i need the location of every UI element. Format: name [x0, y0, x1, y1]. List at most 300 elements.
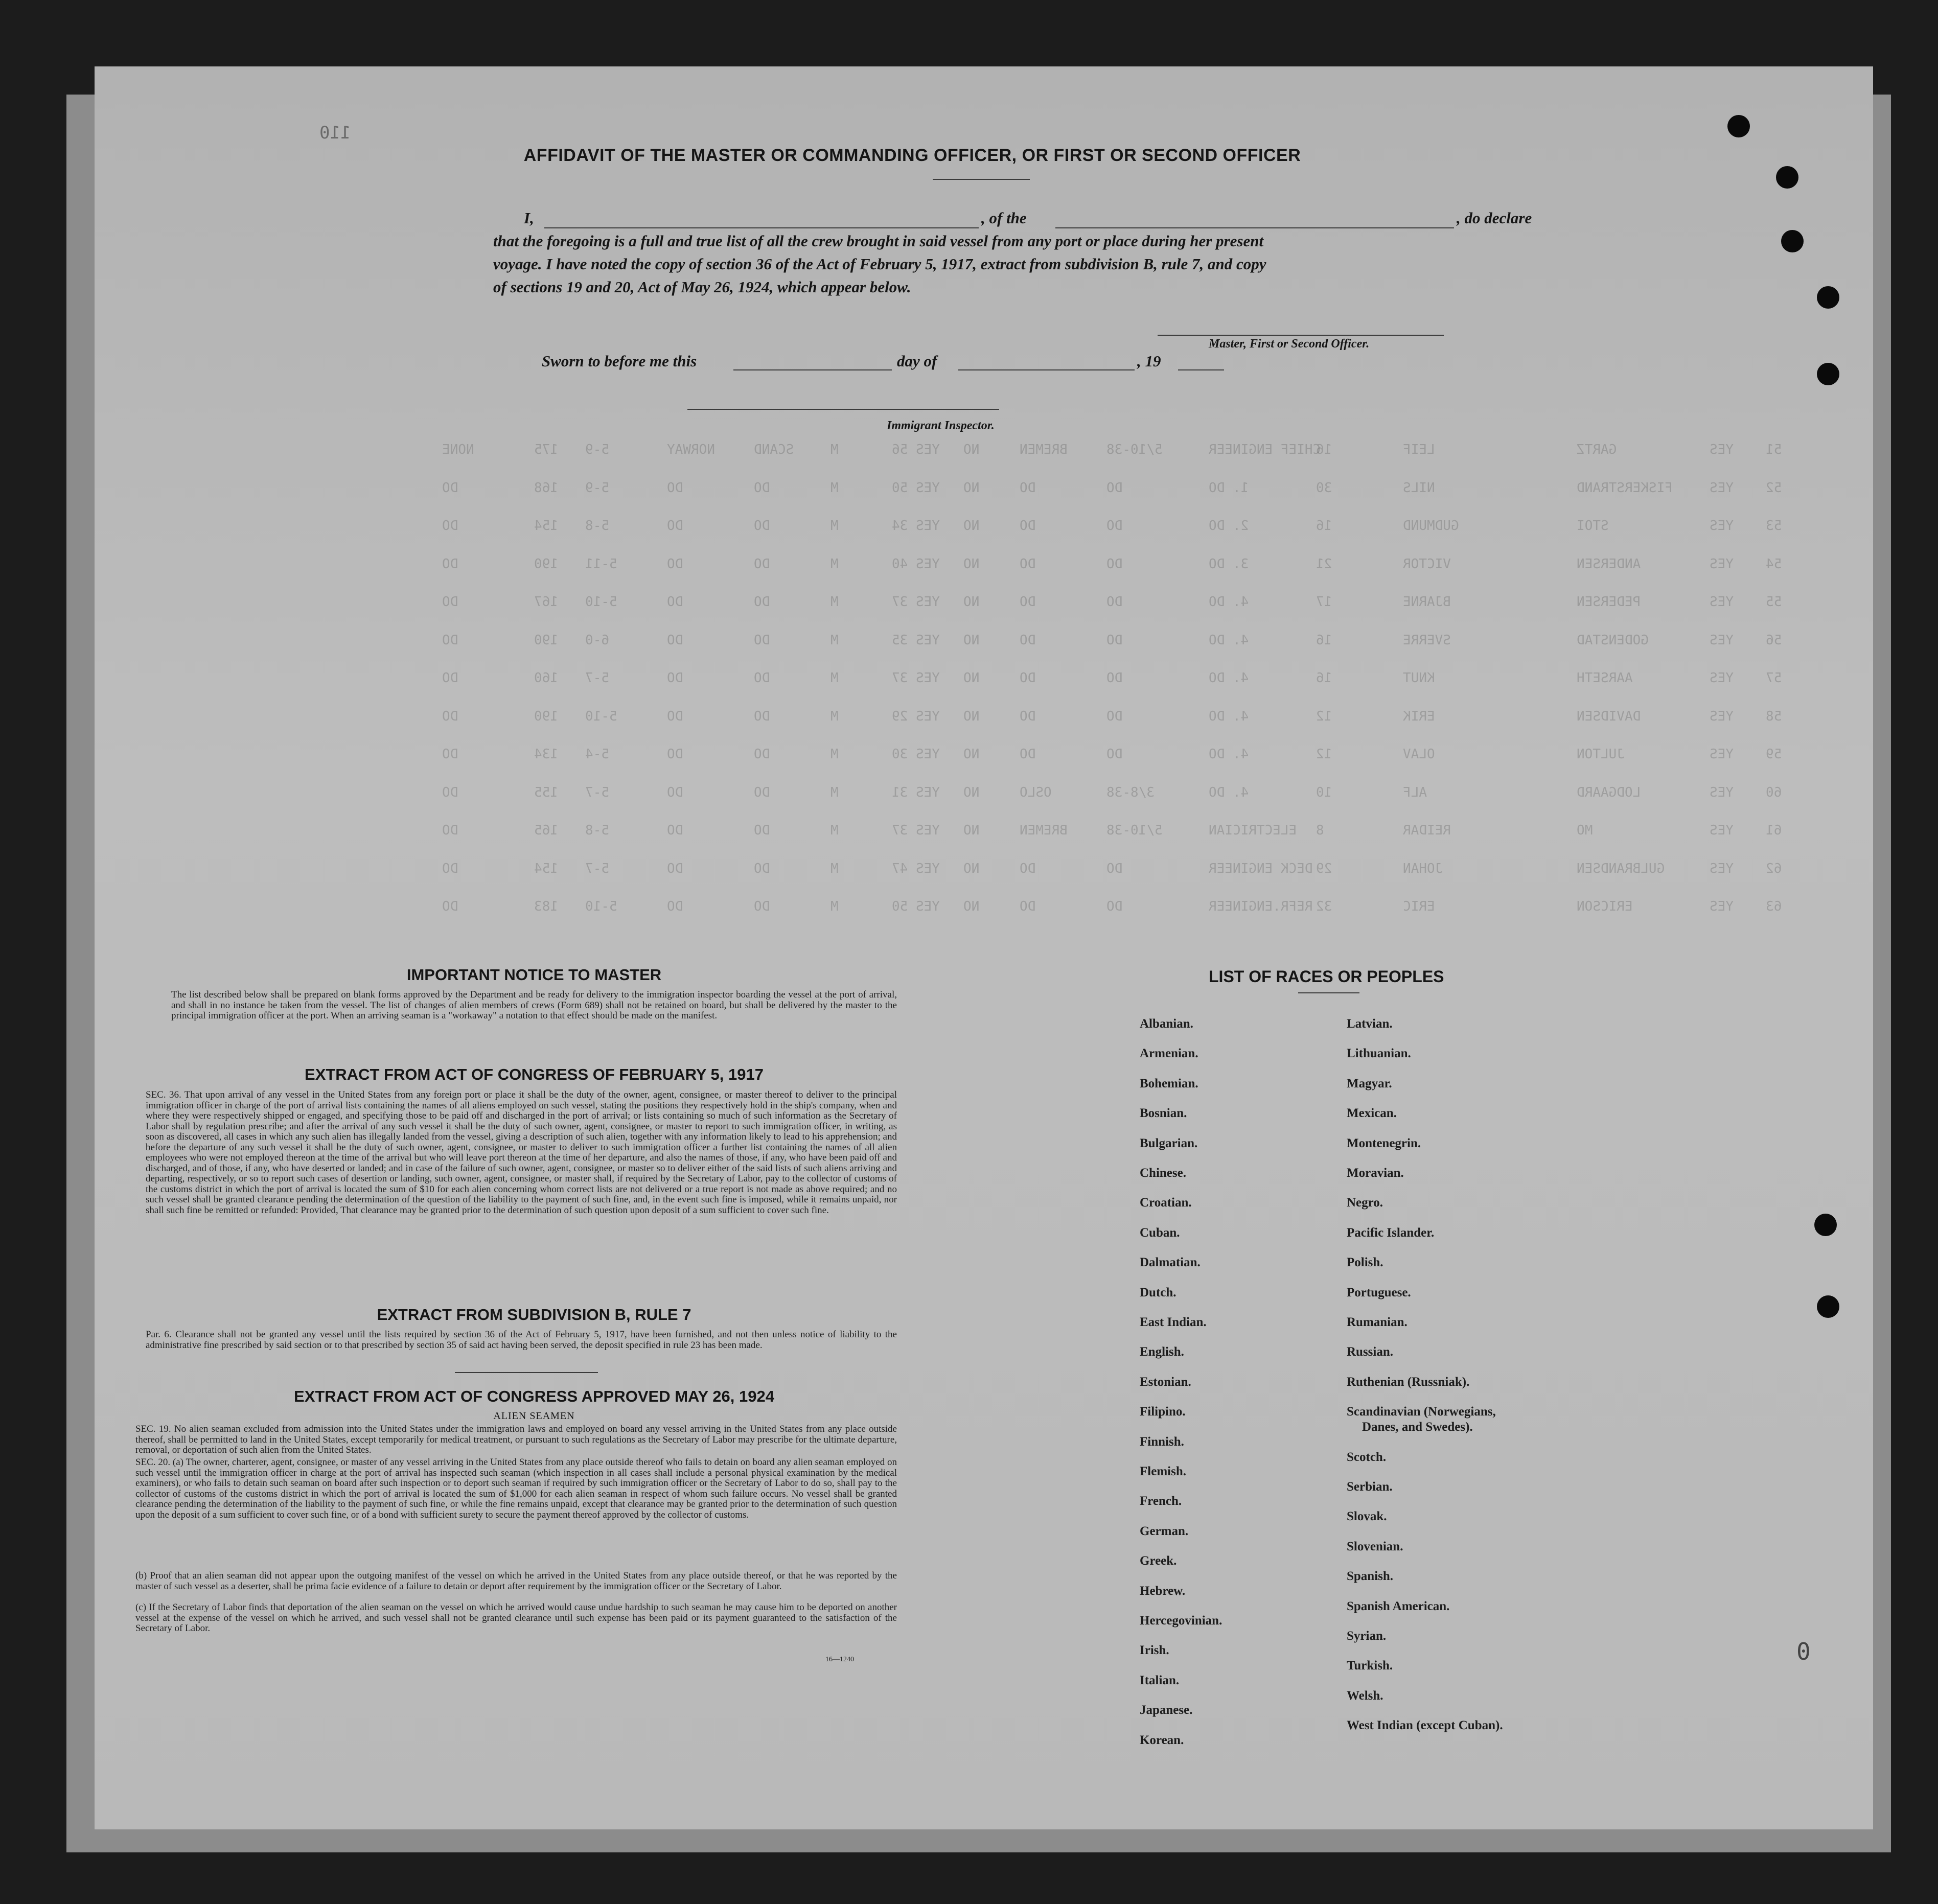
ghost-cell: 167: [534, 594, 558, 610]
ghost-cell: YES 56: [892, 442, 940, 457]
ghost-cell: YES: [1710, 899, 1734, 914]
ghost-cell: YES 37: [892, 823, 940, 838]
ghost-cell: LEIF: [1403, 442, 1435, 457]
race-entry: Dalmatian.: [1140, 1256, 1201, 1270]
ghost-cell: DO: [442, 594, 458, 610]
race-entry: Japanese.: [1140, 1703, 1193, 1717]
ghost-cell: 4. DO: [1209, 632, 1249, 648]
race-entry: Turkish.: [1347, 1659, 1393, 1673]
ghost-cell: REIDAR: [1403, 823, 1451, 838]
race-entry: Cuban.: [1140, 1225, 1180, 1240]
act-1917-body: SEC. 36. That upon arrival of any vessel in the United States from any foreign port or place it shall be the duty of the owner, agent, consignee, or master thereof to deliver to the principal immigration officer in charge of the port of arrival lists containing the names of all aliens employed on such vessel, stating the positions they respectively hold in the ship's company, when and where they were respectively shipped or engaged, and specifying those to be paid off and discharged in the port of arrival; or lists containing so much of such information as the Secretary of Labor shall by regulation prescribe; and after the arrival of any such vessel it shall be the duty of such owner, agent, consignee, or master to report to such immigration officer, in writing, as soon as discovered, all cases in which any such alien has illegally landed from the vessel, giving a description of such alien, together with any information likely to lead to his apprehension; and before the departure of any such vessel it shall be the duty of such owner, agent, consignee, or master to deliver to such immigration officer a further list containing the names of all alien employees who were not employed thereon at the time of the arrival but who will leave port thereon at the time of her departure, and also the names of those, if any, who have been paid off and discharged, and of those, if any, who have deserted or landed; and in case of the failure of such owner, agent, consignee, or master so to deliver either of the said lists of such aliens arriving and departing, respectively, or so to report such cases of desertion or landing, such owner, agent, consignee, or master shall, if required by the Secretary of Labor, pay to the collector of customs of the customs district in which the port of arrival is located the sum of $10 for each alien concerning whom correct lists are not delivered or a true report is not made as above required; and no such vessel shall be granted clearance pending the determination of the question of the liability to the payment of such fine, and, in the event such fine is imposed, while it remains unpaid, nor shall such fine be remitted or refunded: Provided, That clearance may be granted prior to the determination of such question upon deposit of a sum sufficient to cover such fine.: [146, 1089, 897, 1216]
race-entry: Pacific Islander.: [1347, 1225, 1435, 1240]
affidavit-line1-start: I,: [524, 209, 534, 227]
ghost-cell: 54: [1766, 556, 1782, 572]
ghost-cell: 4. DO: [1209, 670, 1249, 686]
ghost-cell: DO: [1020, 708, 1036, 724]
ghost-cell: DO: [1106, 670, 1123, 686]
punch-hole: [1814, 1214, 1837, 1236]
ghost-cell: YES 50: [892, 480, 940, 496]
ghost-cell: 5-7: [585, 861, 609, 876]
ghost-cell: DO: [754, 823, 770, 838]
race-entry: Albanian.: [1140, 1017, 1193, 1031]
ghost-cell: DAVIDSEN: [1577, 708, 1641, 724]
race-entry: Chinese.: [1140, 1166, 1186, 1180]
act-1924-sec20: SEC. 20. (a) The owner, charterer, agent, consignee, or master of any vessel arriving in the United States from any place outside thereof who fails to detain on board any alien seaman employed on such vessel until the immigration officer in charge at the port of arrival has inspected such seaman (which inspection in all cases shall include a personal physical examination by the medical examiners), or who fails to detain such seaman on board after such inspection or to deport such seaman if required by such immigration officer or the Secretary of Labor to do so, shall pay to the collector of customs of the customs district in which the port of arrival is located the sum of $1,000 for each alien seaman in respect of whom such failure occurs. No vessel shall be granted clearance pending the determination of the liability to the payment of such fine, or while the fine remains unpaid, except that clearance may be granted prior to the determination of such question upon the deposit of a sum sufficient to cover such fine, or of a bond with sufficient surety to secure the payment thereof approved by the collector of customs.: [135, 1457, 897, 1520]
ghost-cell: 16: [1316, 518, 1332, 533]
ghost-cell: NO: [963, 594, 980, 610]
ghost-cell: REFR.ENGINEER: [1209, 899, 1313, 914]
ghost-cell: DO: [667, 594, 683, 610]
ghost-cell: DO: [1106, 594, 1123, 610]
ghost-cell: DO: [667, 861, 683, 876]
race-entry: Spanish.: [1347, 1569, 1394, 1584]
ghost-cell: YES: [1710, 747, 1734, 762]
ghost-cell: DO: [754, 632, 770, 648]
punch-hole: [1781, 230, 1804, 252]
ghost-cell: M: [830, 747, 839, 762]
form-number: 16—1240: [825, 1656, 854, 1663]
ghost-cell: 6-0: [585, 632, 609, 648]
ghost-cell: DO: [1106, 632, 1123, 648]
ghost-cell: 59: [1766, 747, 1782, 762]
ghost-cell: 57: [1766, 670, 1782, 686]
ghost-cell: 3/8-38: [1106, 784, 1155, 800]
rule7-body: Par. 6. Clearance shall not be granted any vessel until the lists required by section 36 of the Act of February 5, 1917, have been furnished, and not then unless notice of liability to the administrative fine prescribed by said section or to that prescribed by section 35 of said act having been served, the deposit specified in rule 23 has been made.: [146, 1329, 897, 1351]
ghost-cell: 154: [534, 518, 558, 533]
ghost-cell: YES: [1710, 670, 1734, 686]
ghost-cell: 16: [1316, 670, 1332, 686]
affidavit-line3: voyage. I have noted the copy of section 36 of the Act of February 5, 1917, extract from subdivision B, rule 7, and copy: [493, 255, 1266, 273]
ghost-cell: DO: [1106, 861, 1123, 876]
ghost-cell: DO: [667, 747, 683, 762]
ghost-cell: 52: [1766, 480, 1782, 496]
punch-hole: [1727, 115, 1750, 137]
ghost-cell: M: [830, 708, 839, 724]
ghost-cell: M: [830, 480, 839, 496]
ghost-cell: DO: [667, 899, 683, 914]
ghost-cell: DO: [1020, 632, 1036, 648]
ghost-cell: NO: [963, 518, 980, 533]
ghost-cell: GODENSTAD: [1577, 632, 1649, 648]
ghost-cell: NILS: [1403, 480, 1435, 496]
race-entry: German.: [1140, 1524, 1189, 1538]
race-entry: Scandinavian (Norwegians,: [1347, 1405, 1496, 1419]
ghost-cell: DO: [442, 823, 458, 838]
ghost-cell: DO: [754, 480, 770, 496]
affidavit-line1-end: , do declare: [1457, 209, 1532, 227]
ghost-cell: ALF: [1403, 784, 1427, 800]
ghost-cell: 5-10: [585, 708, 617, 724]
ghost-cell: DO: [1020, 670, 1036, 686]
race-entry: Portuguese.: [1347, 1285, 1411, 1299]
ghost-cell: YES: [1710, 861, 1734, 876]
ghost-cell: DO: [667, 670, 683, 686]
ghost-cell: OSLO: [1020, 784, 1052, 800]
title-rule: [933, 179, 1030, 180]
race-entry: Latvian.: [1347, 1017, 1393, 1031]
races-title: LIST OF RACES OR PEOPLES: [1209, 967, 1444, 986]
ghost-cell: M: [830, 632, 839, 648]
ghost-cell: VICTOR: [1403, 556, 1451, 572]
ghost-cell: M: [830, 518, 839, 533]
race-entry: Spanish American.: [1347, 1599, 1450, 1613]
ghost-cell: 55: [1766, 594, 1782, 610]
ghost-cell: YES: [1710, 518, 1734, 533]
ghost-cell: YES: [1710, 442, 1734, 457]
ghost-cell: 5-4: [585, 747, 609, 762]
ghost-cell: DO: [754, 861, 770, 876]
ghost-cell: NO: [963, 899, 980, 914]
ghost-cell: M: [830, 861, 839, 876]
race-entry: Italian.: [1140, 1673, 1180, 1687]
ghost-cell: 4. DO: [1209, 708, 1249, 724]
ghost-cell: M: [830, 823, 839, 838]
ghost-cell: 16: [1316, 442, 1332, 457]
ghost-cell: ELECTRICIAN: [1209, 823, 1297, 838]
ghost-cell: DO: [1020, 556, 1036, 572]
ghost-cell: LODGAARD: [1577, 784, 1641, 800]
ghost-cell: YES 30: [892, 747, 940, 762]
ghost-cell: DO: [442, 899, 458, 914]
act-1924-sec19: SEC. 19. No alien seaman excluded from admission into the United States under the immigration laws and employed on board any vessel arriving in the United States from any place outside thereof, shall be permitted to land in the United States, except temporarily for medical treatment, or pursuant to such regulations as the Secretary of Labor may prescribe for the ultimate departure, removal, or deportation of such alien from the United States.: [135, 1424, 897, 1455]
act-1924-subtitle: ALIEN SEAMEN: [493, 1410, 575, 1422]
races-rule: [1298, 992, 1359, 993]
rule7-title: EXTRACT FROM SUBDIVISION B, RULE 7: [377, 1306, 691, 1323]
ghost-cell: DO: [442, 670, 458, 686]
ghost-cell: OLAV: [1403, 747, 1435, 762]
ghost-cell: 21: [1316, 556, 1332, 572]
ghost-cell: DO: [442, 480, 458, 496]
ghost-cell: CHIEF ENGINEER: [1209, 442, 1321, 457]
ghost-cell: DO: [442, 518, 458, 533]
ghost-cell: M: [830, 899, 839, 914]
punch-hole: [1817, 363, 1839, 385]
master-caption: Master, First or Second Officer.: [1209, 337, 1370, 351]
race-entry: Mexican.: [1347, 1106, 1397, 1121]
race-entry: Scotch.: [1347, 1450, 1387, 1464]
page-number: 110: [319, 123, 351, 143]
ghost-cell: 16: [1316, 632, 1332, 648]
ghost-cell: YES: [1710, 784, 1734, 800]
race-entry: Dutch.: [1140, 1285, 1176, 1299]
ghost-cell: YES 34: [892, 518, 940, 533]
ghost-cell: 12: [1316, 747, 1332, 762]
punch-hole: [1776, 166, 1798, 189]
sworn-month-blank: [958, 369, 1135, 370]
ghost-cell: 3. DO: [1209, 556, 1249, 572]
race-entry: English.: [1140, 1345, 1184, 1359]
ghost-cell: 10: [1316, 784, 1332, 800]
act-1917-title: EXTRACT FROM ACT OF CONGRESS OF FEBRUARY 5, 1917: [305, 1065, 764, 1083]
ghost-cell: 155: [534, 784, 558, 800]
punch-hole: [1817, 1295, 1839, 1318]
punch-hole: [1817, 286, 1839, 309]
ghost-cell: DO: [1020, 594, 1036, 610]
race-entry: Filipino.: [1140, 1405, 1186, 1419]
ghost-cell: DO: [667, 708, 683, 724]
ghost-cell: 190: [534, 708, 558, 724]
ghost-cell: 5-8: [585, 518, 609, 533]
ghost-cell: 5-9: [585, 480, 609, 496]
race-entry: Bulgarian.: [1140, 1136, 1198, 1150]
ghost-cell: ERICSON: [1577, 899, 1633, 914]
ghost-cell: JOHAN: [1403, 861, 1443, 876]
ghost-cell: DO: [1106, 899, 1123, 914]
ghost-cell: MO: [1577, 823, 1593, 838]
race-entry: Welsh.: [1347, 1688, 1383, 1703]
ghost-cell: 165: [534, 823, 558, 838]
ghost-cell: DO: [754, 670, 770, 686]
race-entry: Danes, and Swedes).: [1362, 1420, 1473, 1434]
affidavit-title: AFFIDAVIT OF THE MASTER OR COMMANDING OFFICER, OR FIRST OR SECOND OFFICER: [523, 146, 1301, 165]
notice-title: IMPORTANT NOTICE TO MASTER: [406, 966, 662, 984]
ghost-cell: DO: [754, 784, 770, 800]
ghost-cell: M: [830, 784, 839, 800]
race-entry: Greek.: [1140, 1554, 1177, 1568]
ghost-cell: 29: [1316, 861, 1332, 876]
race-entry: Slovak.: [1347, 1510, 1387, 1524]
ghost-cell: M: [830, 670, 839, 686]
pencil-mark: 0: [1796, 1638, 1811, 1665]
affidavit-line2: that the foregoing is a full and true list of all the crew brought in said vessel from any port or place during her present: [493, 232, 1264, 250]
ghost-cell: DO: [754, 747, 770, 762]
ghost-cell: NO: [963, 480, 980, 496]
ghost-cell: YES: [1710, 594, 1734, 610]
ghost-cell: DO: [667, 823, 683, 838]
race-entry: Korean.: [1140, 1733, 1184, 1747]
sworn-end: , 19: [1137, 352, 1161, 370]
ghost-cell: YES: [1710, 480, 1734, 496]
race-entry: Bosnian.: [1140, 1106, 1187, 1121]
ghost-cell: M: [830, 594, 839, 610]
ghost-cell: 32: [1316, 899, 1332, 914]
race-entry: Slovenian.: [1347, 1539, 1403, 1553]
ghost-cell: BREMEN: [1020, 823, 1068, 838]
affidavit-line4: of sections 19 and 20, Act of May 26, 1924, which appear below.: [493, 278, 911, 296]
race-entry: East Indian.: [1140, 1315, 1207, 1329]
race-entry: Magyar.: [1347, 1076, 1392, 1090]
ghost-cell: DO: [1106, 708, 1123, 724]
ghost-cell: YES 40: [892, 556, 940, 572]
race-entry: Hebrew.: [1140, 1584, 1186, 1598]
ghost-cell: DO: [667, 480, 683, 496]
race-entry: Syrian.: [1347, 1629, 1387, 1643]
ghost-cell: NO: [963, 442, 980, 457]
race-entry: Polish.: [1347, 1256, 1383, 1270]
ghost-cell: 5-7: [585, 670, 609, 686]
ghost-cell: 1. DO: [1209, 480, 1249, 496]
ghost-cell: NO: [963, 784, 980, 800]
ghost-cell: YES 31: [892, 784, 940, 800]
ghost-cell: DO: [667, 632, 683, 648]
ghost-cell: 4. DO: [1209, 594, 1249, 610]
ghost-cell: BJARNE: [1403, 594, 1451, 610]
ghost-cell: FISKERSTRAND: [1577, 480, 1673, 496]
ghost-cell: 51: [1766, 442, 1782, 457]
ghost-cell: YES 35: [892, 632, 940, 648]
ghost-cell: 53: [1766, 518, 1782, 533]
ghost-cell: PEDERSEN: [1577, 594, 1641, 610]
ghost-cell: DO: [442, 632, 458, 648]
ghost-cell: NO: [963, 556, 980, 572]
ghost-cell: 8: [1316, 823, 1324, 838]
race-entry: Flemish.: [1140, 1465, 1186, 1478]
race-entry: Irish.: [1140, 1643, 1169, 1658]
ghost-cell: YES 37: [892, 670, 940, 686]
notice-body: The list described below shall be prepared on blank forms approved by the Department and be ready for delivery to the immigration inspector boarding the vessel at the port of arrival, and shall in no instance be taken from the vessel. The list of changes of alien members of crews (Form 689) shall not be retained on board, but shall be delivered by the master to the principal immigration officer at the port. When an arriving seaman is a "workaway" a notation to that effect should be made on the manifest.: [171, 989, 897, 1021]
ghost-cell: YES: [1710, 556, 1734, 572]
race-entry: Finnish.: [1140, 1434, 1184, 1449]
ghost-cell: 4. DO: [1209, 784, 1249, 800]
ghost-cell: DO: [1020, 899, 1036, 914]
ghost-cell: DO: [1020, 747, 1036, 762]
ghost-cell: 175: [534, 442, 558, 457]
master-name-blank: [544, 227, 979, 228]
act-1924-sec20c: (c) If the Secretary of Labor finds that deportation of the alien seaman on the vessel on which he arrived would cause undue hardship to such seaman he may cause him to be deported on another vessel at the expense of the vessel on which he arrived, and such vessel shall not be granted clearance until such expense has been paid or its payment guaranteed to the satisfaction of the Secretary of Labor.: [135, 1602, 897, 1634]
race-entry: West Indian (except Cuban).: [1347, 1719, 1503, 1733]
sworn-start: Sworn to before me this: [542, 352, 697, 370]
race-entry: French.: [1140, 1494, 1182, 1508]
ghost-cell: YES 29: [892, 708, 940, 724]
ghost-cell: YES 37: [892, 594, 940, 610]
ghost-cell: DO: [1106, 480, 1123, 496]
ghost-cell: 5-7: [585, 784, 609, 800]
ghost-cell: STOI: [1577, 518, 1609, 533]
section-rule: [455, 1372, 598, 1373]
race-entry: Serbian.: [1347, 1480, 1393, 1494]
ghost-cell: ANDERSEN: [1577, 556, 1641, 572]
ghost-cell: NORWAY: [667, 442, 715, 457]
ghost-cell: GARTZ: [1577, 442, 1617, 457]
ghost-cell: DO: [1106, 556, 1123, 572]
ghost-cell: DO: [1106, 518, 1123, 533]
ghost-cell: 5-9: [585, 442, 609, 457]
ghost-cell: DO: [667, 556, 683, 572]
ghost-cell: 5-8: [585, 823, 609, 838]
ghost-cell: NO: [963, 632, 980, 648]
ghost-cell: 134: [534, 747, 558, 762]
inspector-caption: Immigrant Inspector.: [887, 419, 995, 432]
race-entry: Estonian.: [1140, 1375, 1191, 1389]
ghost-cell: DO: [442, 556, 458, 572]
sworn-day-blank: [733, 369, 892, 370]
race-entry: Russian.: [1347, 1345, 1394, 1359]
ghost-cell: 63: [1766, 899, 1782, 914]
ghost-cell: 17: [1316, 594, 1332, 610]
sworn-year-blank: [1178, 369, 1224, 370]
ghost-cell: DO: [754, 556, 770, 572]
ghost-cell: 2. DO: [1209, 518, 1249, 533]
ghost-cell: M: [830, 556, 839, 572]
ghost-cell: SCAND: [754, 442, 794, 457]
ghost-cell: YES: [1710, 823, 1734, 838]
ghost-cell: 160: [534, 670, 558, 686]
ghost-cell: DO: [442, 784, 458, 800]
race-entry: Lithuanian.: [1347, 1047, 1411, 1061]
master-signature-line: [1158, 335, 1444, 336]
ghost-cell: DO: [442, 747, 458, 762]
ghost-cell: DO: [667, 518, 683, 533]
ghost-cell: 5-11: [585, 556, 617, 572]
race-entry: Bohemian.: [1140, 1076, 1198, 1090]
ghost-cell: 4. DO: [1209, 747, 1249, 762]
ghost-cell: DO: [1020, 518, 1036, 533]
document-page: [95, 66, 1873, 1829]
ghost-cell: YES 47: [892, 861, 940, 876]
ghost-cell: DECK ENGINEER: [1209, 861, 1313, 876]
ghost-cell: 190: [534, 632, 558, 648]
ghost-cell: 58: [1766, 708, 1782, 724]
race-entry: Montenegrin.: [1347, 1136, 1421, 1150]
ghost-cell: DO: [1020, 861, 1036, 876]
ghost-cell: 61: [1766, 823, 1782, 838]
inspector-signature-line: [687, 409, 999, 410]
ghost-cell: NO: [963, 747, 980, 762]
race-entry: Rumanian.: [1347, 1315, 1408, 1329]
ghost-cell: 56: [1766, 632, 1782, 648]
ghost-cell: DO: [754, 518, 770, 533]
ghost-cell: 5-10: [585, 899, 617, 914]
race-entry: Hercegovinian.: [1140, 1614, 1222, 1628]
ghost-cell: DO: [1020, 480, 1036, 496]
ghost-cell: M: [830, 442, 839, 457]
ghost-cell: DO: [667, 784, 683, 800]
ghost-cell: ERIC: [1403, 899, 1435, 914]
ghost-cell: DO: [442, 861, 458, 876]
ghost-cell: 5/10-38: [1106, 442, 1163, 457]
ghost-cell: DO: [1106, 747, 1123, 762]
ghost-cell: 30: [1316, 480, 1332, 496]
act-1924-title: EXTRACT FROM ACT OF CONGRESS APPROVED MAY 26, 1924: [294, 1387, 774, 1405]
ghost-cell: DO: [442, 708, 458, 724]
ghost-cell: AARSETH: [1577, 670, 1633, 686]
race-entry: Negro.: [1347, 1196, 1383, 1210]
race-entry: Croatian.: [1140, 1196, 1192, 1210]
ghost-cell: NO: [963, 670, 980, 686]
ghost-cell: 5/10-38: [1106, 823, 1163, 838]
ghost-cell: JULTON: [1577, 747, 1625, 762]
ghost-cell: 62: [1766, 861, 1782, 876]
ghost-cell: GUDMUND: [1403, 518, 1459, 533]
ghost-cell: GULBRANDSEN: [1577, 861, 1665, 876]
ghost-cell: KNUT: [1403, 670, 1435, 686]
ghost-cell: YES: [1710, 632, 1734, 648]
ghost-cell: ERIK: [1403, 708, 1435, 724]
ghost-cell: 190: [534, 556, 558, 572]
ghost-cell: 60: [1766, 784, 1782, 800]
race-entry: Armenian.: [1140, 1047, 1198, 1061]
ghost-cell: DO: [754, 708, 770, 724]
ghost-cell: 154: [534, 861, 558, 876]
ghost-cell: 168: [534, 480, 558, 496]
sworn-mid: day of: [897, 352, 937, 370]
ghost-cell: 5-10: [585, 594, 617, 610]
ghost-cell: YES: [1710, 708, 1734, 724]
ghost-cell: DO: [754, 594, 770, 610]
ghost-cell: NO: [963, 823, 980, 838]
race-entry: Moravian.: [1347, 1166, 1404, 1180]
ghost-cell: NONE: [442, 442, 474, 457]
race-entry: Ruthenian (Russniak).: [1347, 1375, 1470, 1389]
ghost-cell: NO: [963, 861, 980, 876]
ghost-cell: 183: [534, 899, 558, 914]
ghost-cell: DO: [754, 899, 770, 914]
affidavit-line1-mid: , of the: [981, 209, 1027, 227]
ghost-cell: YES 50: [892, 899, 940, 914]
vessel-name-blank: [1055, 227, 1454, 228]
ghost-cell: NO: [963, 708, 980, 724]
